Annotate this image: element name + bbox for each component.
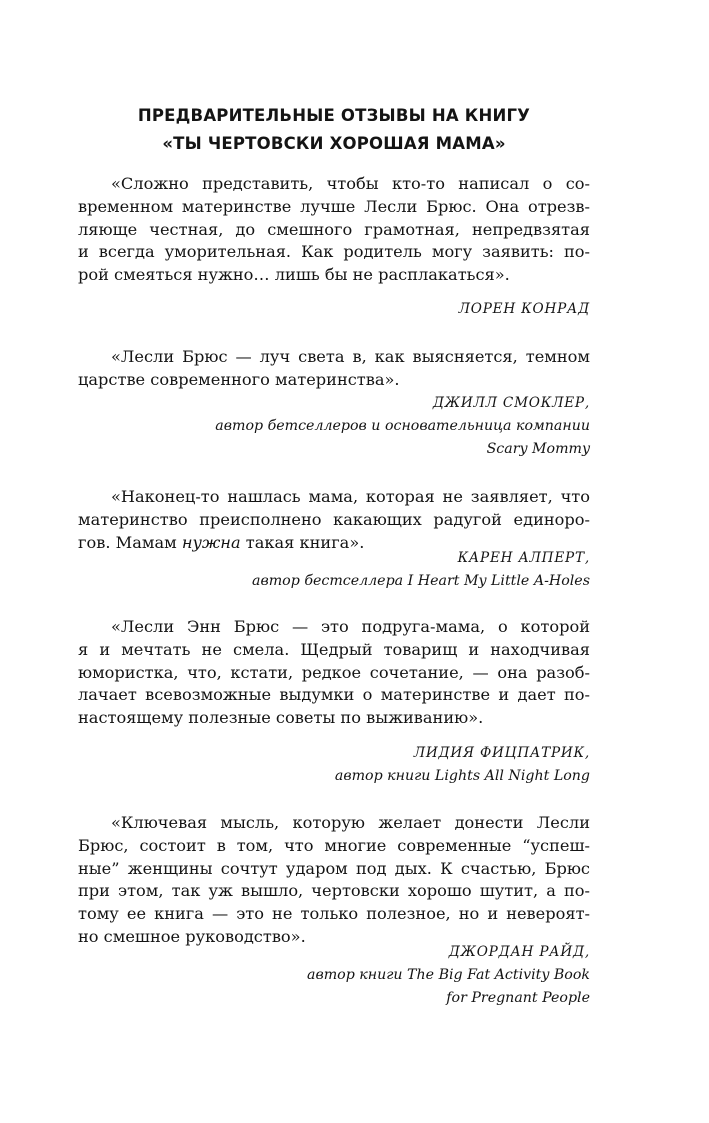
review-attribution-1 (78, 298, 590, 321)
quote-line: «Ключевая мысль, которую желает донести Лесли (111, 813, 590, 832)
review-author-role: автор бетселлеров и основательница компании (215, 417, 590, 434)
review-attribution-5 (78, 941, 590, 1009)
review-attribution-2 (78, 392, 590, 460)
review-attribution-4 (78, 742, 590, 788)
review-author-role: for Pregnant People (446, 989, 590, 1006)
quote-line: и всегда уморительная. Как родитель могу заявить: по- (78, 242, 590, 262)
quote-line: материнство преисполнено какающих радугой единоро- (78, 509, 590, 529)
quote-line: тому ее книга — это не только полезное, но и невероят- (78, 904, 590, 924)
review-quote-3 (78, 486, 590, 554)
quote-line: ляюще честная, до смешного грамотная, непредвзятая (78, 219, 590, 239)
quote-line: юмористка, что, кстати, редкое сочетание, — она разоб- (78, 662, 590, 682)
title-line-1: ПРЕДВАРИТЕЛЬНЫЕ ОТЗЫВЫ НА КНИГУ (137, 106, 531, 125)
review-author-role: автор бестселлера I Heart My Little A-Holes (252, 572, 590, 589)
review-author-role: Scary Mommy (486, 440, 590, 457)
page-title (78, 102, 590, 158)
quote-line: настоящему полезные советы по выживанию». (78, 708, 484, 728)
quote-line: Брюс, состоит в том, что многие современные “успеш- (78, 835, 590, 855)
quote-line: «Лесли Энн Брюс — это подруга-мама, о которой (111, 617, 590, 636)
quote-emphasis: нужна (181, 532, 241, 552)
review-quote-2 (78, 346, 590, 392)
review-attribution-3 (78, 547, 590, 593)
review-quote-4 (78, 616, 590, 730)
review-author: ЛИДИЯ ФИЦПАТРИК, (413, 745, 590, 761)
review-author: ЛОРЕН КОНРАД (458, 301, 590, 317)
quote-line: «Лесли Брюс — луч света в, как выясняется, темном (111, 347, 590, 366)
quote-line: «Наконец-то нашлась мама, которая не заявляет, что (111, 487, 590, 506)
quote-line: я и мечтать не смела. Щедрый товарищ и находчивая (78, 639, 590, 659)
review-quote-5 (78, 812, 590, 949)
title-line-2: «ТЫ ЧЕРТОВСКИ ХОРОШАЯ МАМА» (162, 134, 506, 153)
review-author-role: автор книги The Big Fat Activity Book (306, 966, 590, 983)
quote-line: «Сложно представить, чтобы кто-то написал о со- (111, 174, 590, 193)
quote-line: временном материнстве лучше Лесли Брюс. Она отрезв- (78, 196, 590, 216)
quote-text: такая книга». (240, 532, 365, 552)
review-author: ДЖИЛЛ СМОКЛЕР, (432, 395, 590, 411)
review-author-role: автор книги Lights All Night Long (334, 767, 590, 784)
quote-line: ные” женщины сочтут ударом под дых. К счастью, Брюс (78, 858, 590, 878)
quote-line: рой смеяться нужно… лишь бы не расплакаться». (78, 265, 510, 285)
quote-line: лачает всевозможные выдумки о материнстве и дает по- (78, 685, 590, 705)
review-quote-1 (78, 173, 590, 287)
quote-line: царстве современного материнства». (78, 369, 400, 389)
review-author: КАРЕН АЛПЕРТ, (457, 550, 590, 566)
review-author: ДЖОРДАН РАЙД, (448, 944, 590, 960)
quote-line: но смешное руководство». (78, 926, 306, 946)
quote-text: гов. Мамам (78, 532, 182, 552)
quote-line: при этом, так уж вышло, чертовски хорошо шутит, а по- (78, 881, 590, 901)
